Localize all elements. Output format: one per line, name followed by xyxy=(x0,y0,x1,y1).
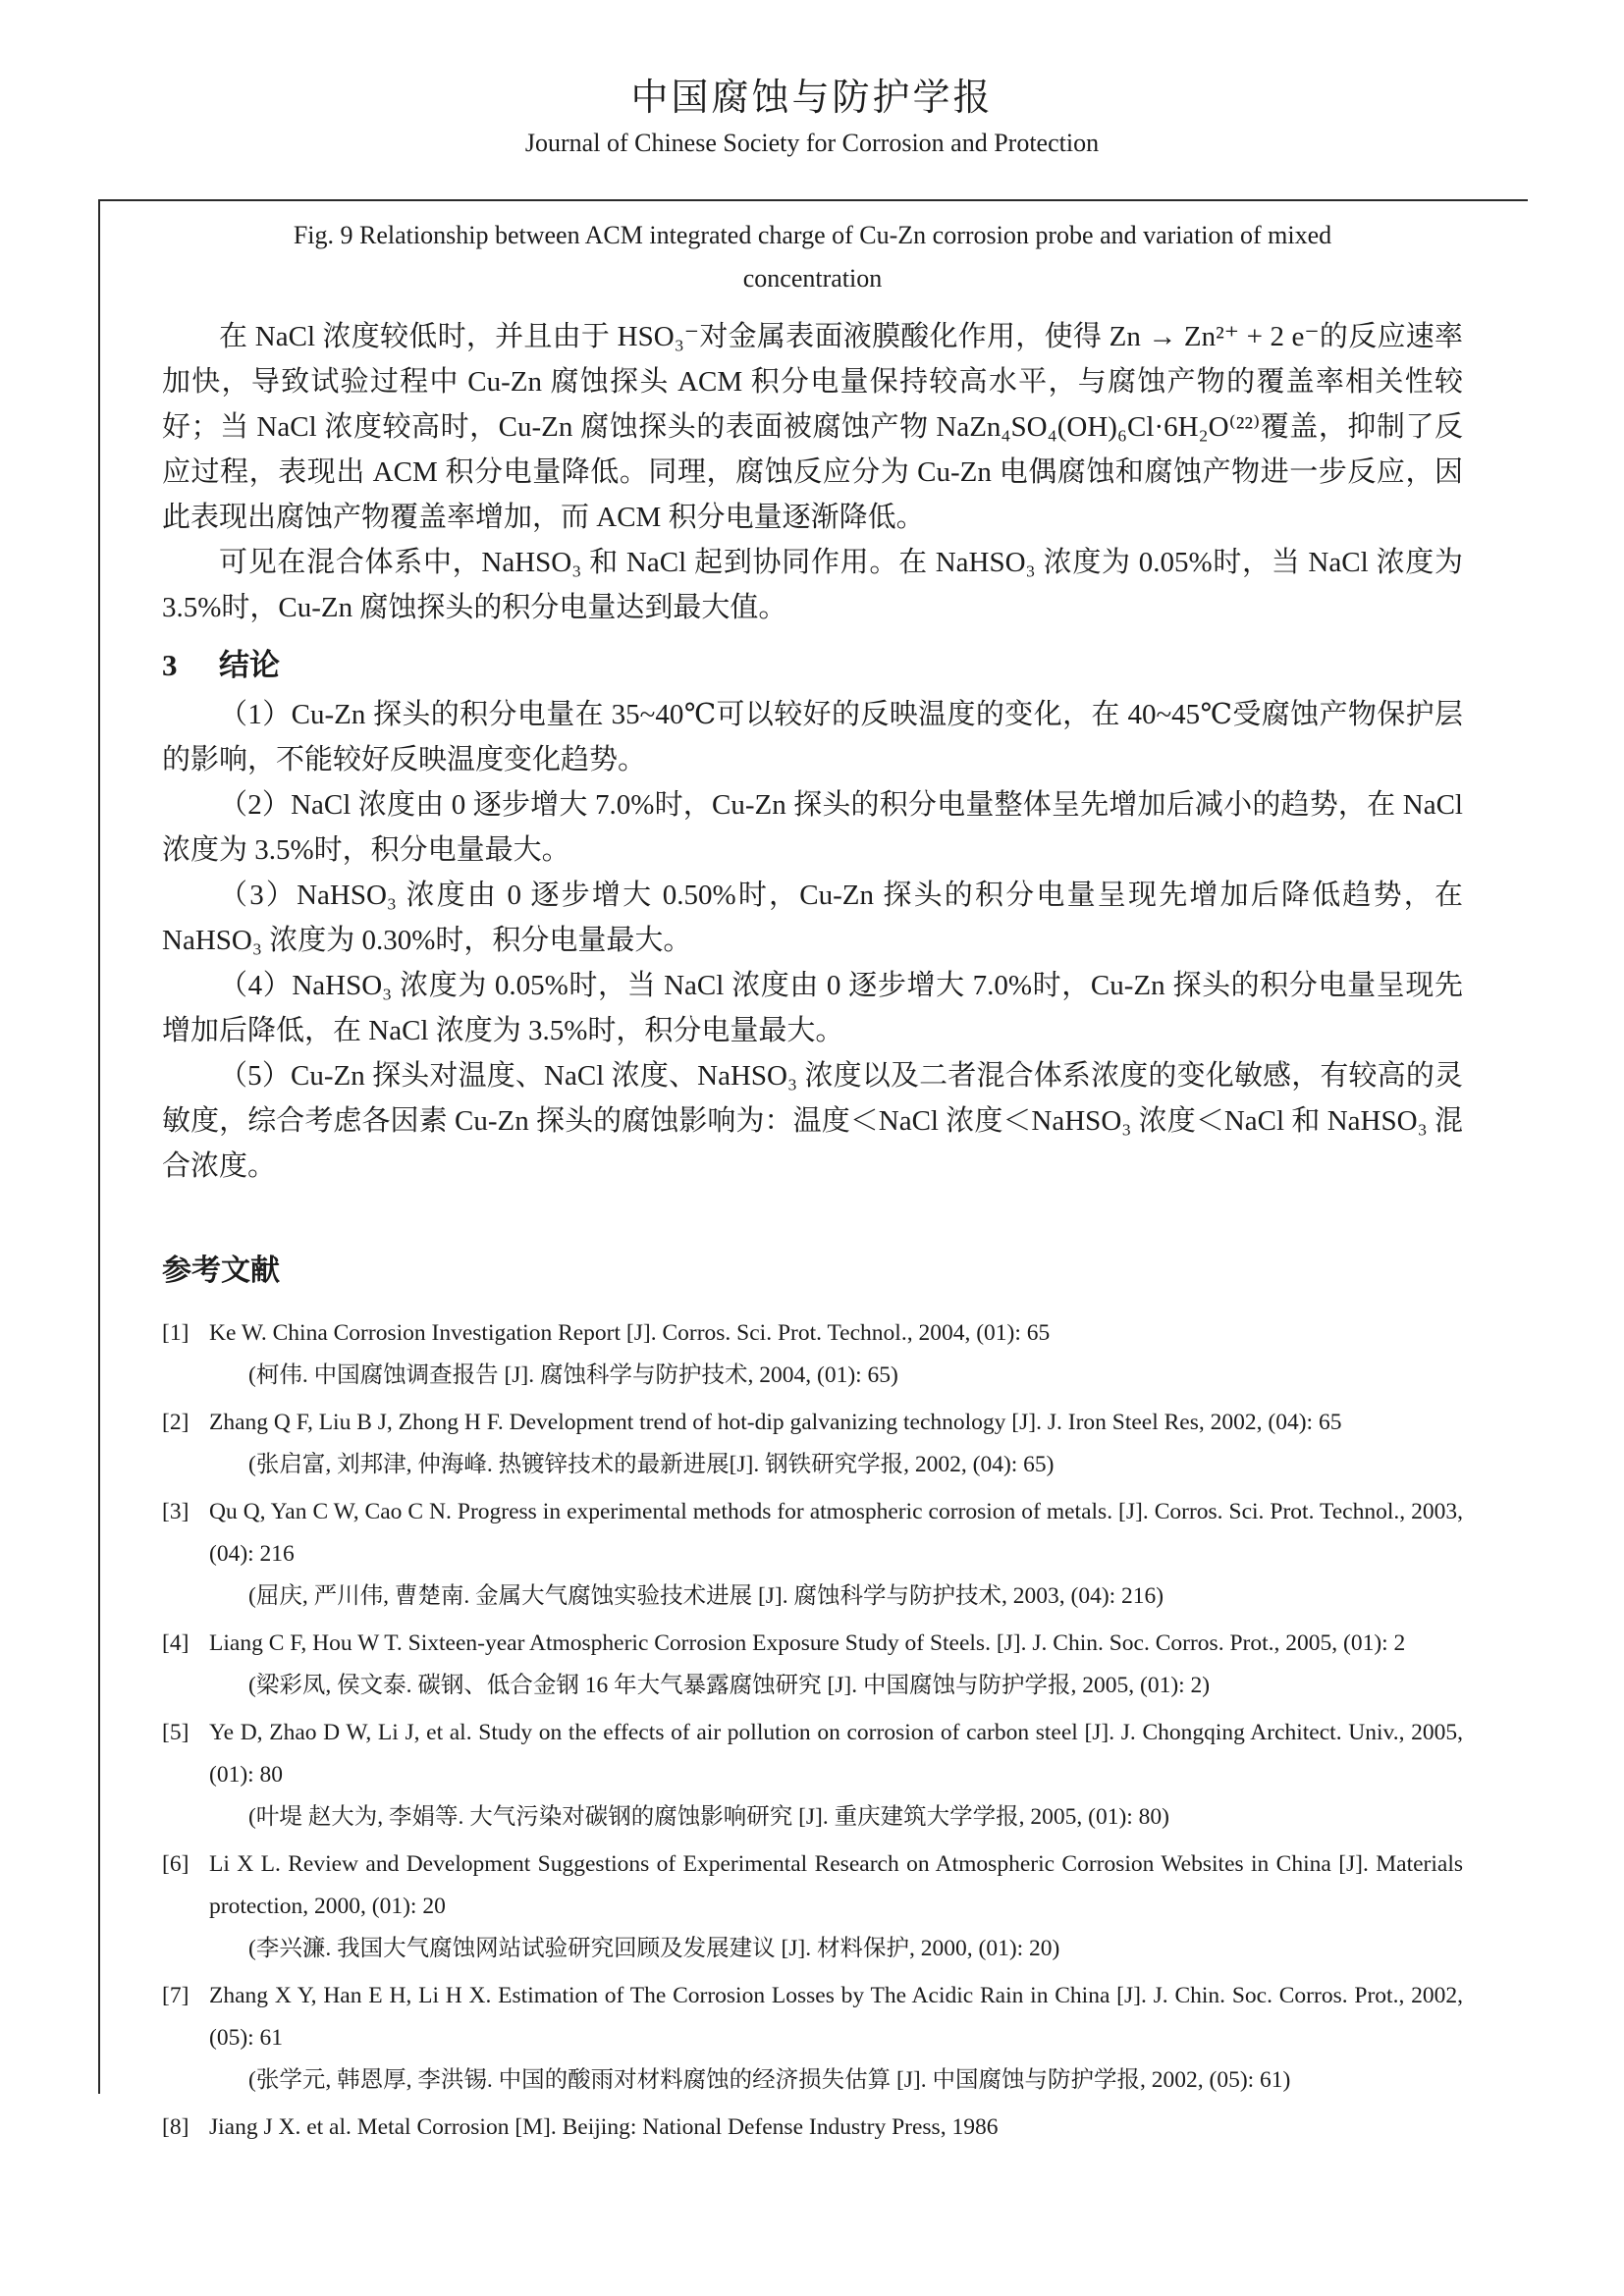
body-paragraph: 在 NaCl 浓度较低时，并且由于 HSO₃⁻对金属表面液膜酸化作用，使得 Zn → Zn²⁺ + 2 e⁻的反应速率加快，导致试验过程中 Cu-Zn 腐蚀探头 ACM 积分电量保持较高水平，与腐蚀产物的覆盖率相关性较好；当 NaCl 浓度较高时，Cu-Zn 腐蚀探头的表面被腐蚀产物 NaZn₄SO₄(OH)₆Cl·6H₂O⁽²²⁾覆盖，抑制了反应过程，表现出 ACM 积分电量降低。同理，腐蚀反应分为 Cu-Zn 电偶腐蚀和腐蚀产物进一步反应，因此表现出腐蚀产物覆盖率增加，而 ACM 积分电量逐渐降低。 xyxy=(162,321,1463,533)
reference-text-en: Liang C F, Hou W T. Sixteen-year Atmospheric Corrosion Exposure Study of Steels. [J]. J. Chin. Soc. Corros. Prot., 2005, (01): 2 xyxy=(209,1630,1406,1656)
conclusion-item: （4）NaHSO₃ 浓度为 0.05%时，当 NaCl 浓度由 0 逐步增大 7.0%时，Cu-Zn 探头的积分电量呈现先增加后降低，在 NaCl 浓度为 3.5%时，积分电量最大。 xyxy=(162,970,1463,1046)
references-heading: 参考文献 xyxy=(162,1255,280,1287)
reference-item xyxy=(162,1843,1463,1970)
reference-label: [7] xyxy=(162,1983,189,2008)
left-margin-line xyxy=(98,199,100,2094)
conclusion-item: （3）NaHSO₃ 浓度由 0 逐步增大 0.50%时，Cu-Zn 探头的积分电量呈现先增加后降低趋势，在 NaHSO₃ 浓度为 0.30%时，积分电量最大。 xyxy=(162,880,1463,956)
reference-body xyxy=(209,1402,1463,1486)
reference-body xyxy=(209,1975,1463,2102)
body-paragraph: 可见在混合体系中，NaHSO₃ 和 NaCl 起到协同作用。在 NaHSO₃ 浓度为 0.05%时，当 NaCl 浓度为 3.5%时，Cu-Zn 腐蚀探头的积分电量达到最大值。 xyxy=(162,547,1463,623)
reference-body xyxy=(209,1712,1463,1839)
reference-label: [3] xyxy=(162,1499,189,1524)
reference-body xyxy=(209,1491,1463,1618)
conclusion-item: （1）Cu-Zn 探头的积分电量在 35~40℃可以较好的反映温度的变化，在 40~45℃受腐蚀产物保护层的影响，不能较好反映温度变化趋势。 xyxy=(162,699,1463,775)
reference-body xyxy=(209,1843,1463,1970)
conclusion-item: （2）NaCl 浓度由 0 逐步增大 7.0%时，Cu-Zn 探头的积分电量整体呈先增加后减小的趋势，在 NaCl 浓度为 3.5%时，积分电量最大。 xyxy=(162,789,1463,866)
figure-caption-line1: Fig. 9 Relationship between ACM integrated charge of Cu-Zn corrosion probe and variation of mixed xyxy=(293,221,1332,249)
reference-item xyxy=(162,1402,1463,1486)
reference-text-en: Zhang Q F, Liu B J, Zhong H F. Development trend of hot-dip galvanizing technology [J]. J. Iron Steel Res, 2002, (04): 65 xyxy=(209,1410,1342,1435)
reference-item xyxy=(162,1491,1463,1618)
reference-body xyxy=(209,2107,1463,2149)
reference-text-cn: (梁彩凤, 侯文泰. 碳钢、低合金钢 16 年大气暴露腐蚀研究 [J]. 中国腐蚀与防护学报, 2005, (01): 2) xyxy=(248,1673,1211,1698)
reference-text-en: Li X L. Review and Development Suggestions of Experimental Research on Atmospheric Corrosion Websites in China [J]. Materials protection, 2000, (01): 20 xyxy=(209,1851,1463,1919)
reference-item xyxy=(162,1712,1463,1839)
reference-text-cn: (张启富, 刘邦津, 仲海峰. 热镀锌技术的最新进展[J]. 钢铁研究学报, 2002, (04): 65) xyxy=(248,1452,1055,1477)
reference-label: [4] xyxy=(162,1630,189,1656)
reference-text-en: Zhang X Y, Han E H, Li H X. Estimation of The Corrosion Losses by The Acidic Rain in China [J]. J. Chin. Soc. Corros. Prot., 2002, (05): 61 xyxy=(209,1983,1463,2051)
journal-title-cn: 中国腐蚀与防护学报 xyxy=(630,78,994,119)
reference-label: [1] xyxy=(162,1320,189,1346)
reference-item xyxy=(162,1975,1463,2102)
header-divider xyxy=(98,199,1528,201)
section-title: 结论 xyxy=(219,648,280,682)
reference-text-cn: (叶堤 赵大为, 李娟等. 大气污染对碳钢的腐蚀影响研究 [J]. 重庆建筑大学学报, 2005, (01): 80) xyxy=(248,1804,1170,1830)
section-number: 3 xyxy=(162,648,178,682)
reference-text-en: Ye D, Zhao D W, Li J, et al. Study on the effects of air pollution on corrosion of carbon steel [J]. J. Chongqing Architect. Univ., 2005, (01): 80 xyxy=(209,1720,1463,1788)
reference-label: [5] xyxy=(162,1720,189,1745)
journal-title-en: Journal of Chinese Society for Corrosion and Protection xyxy=(524,129,1100,157)
conclusion-item: （5）Cu-Zn 探头对温度、NaCl 浓度、NaHSO₃ 浓度以及二者混合体系浓度的变化敏感，有较高的灵敏度，综合考虑各因素 Cu-Zn 探头的腐蚀影响为：温度＜NaCl 浓度＜NaHSO₃ 浓度＜NaCl 和 NaHSO₃ 混合浓度。 xyxy=(162,1060,1463,1182)
reference-body xyxy=(209,1623,1463,1707)
reference-text-cn: (李兴濂. 我国大气腐蚀网站试验研究回顾及发展建议 [J]. 材料保护, 2000, (01): 20) xyxy=(248,1936,1060,1961)
reference-body xyxy=(209,1312,1463,1397)
reference-item xyxy=(162,2107,1463,2149)
section-heading xyxy=(162,640,1463,684)
reference-text-cn: (屈庆, 严川伟, 曹楚南. 金属大气腐蚀实验技术进展 [J]. 腐蚀科学与防护技术, 2003, (04): 216) xyxy=(248,1583,1164,1609)
journal-header xyxy=(0,0,1624,158)
reference-label: [6] xyxy=(162,1851,189,1877)
reference-text-cn: (张学元, 韩恩厚, 李洪锡. 中国的酸雨对材料腐蚀的经济损失估算 [J]. 中国腐蚀与防护学报, 2002, (05): 61) xyxy=(248,2067,1291,2093)
figure-caption-line2: concentration xyxy=(742,264,883,293)
page-content xyxy=(162,214,1463,2154)
reference-item xyxy=(162,1312,1463,1397)
figure-caption xyxy=(162,214,1463,300)
reference-text-en: Qu Q, Yan C W, Cao C N. Progress in experimental methods for atmospheric corrosion of metals. [J]. Corros. Sci. Prot. Technol., 2003, (04): 216 xyxy=(209,1499,1463,1567)
reference-label: [8] xyxy=(162,2114,189,2140)
reference-text-en: Ke W. China Corrosion Investigation Report [J]. Corros. Sci. Prot. Technol., 2004, (01): 65 xyxy=(209,1320,1051,1346)
reference-text-cn: (柯伟. 中国腐蚀调查报告 [J]. 腐蚀科学与防护技术, 2004, (01): 65) xyxy=(248,1362,898,1388)
reference-label: [2] xyxy=(162,1410,189,1435)
reference-text-en: Jiang J X. et al. Metal Corrosion [M]. Beijing: National Defense Industry Press, 1986 xyxy=(209,2114,999,2140)
reference-item xyxy=(162,1623,1463,1707)
